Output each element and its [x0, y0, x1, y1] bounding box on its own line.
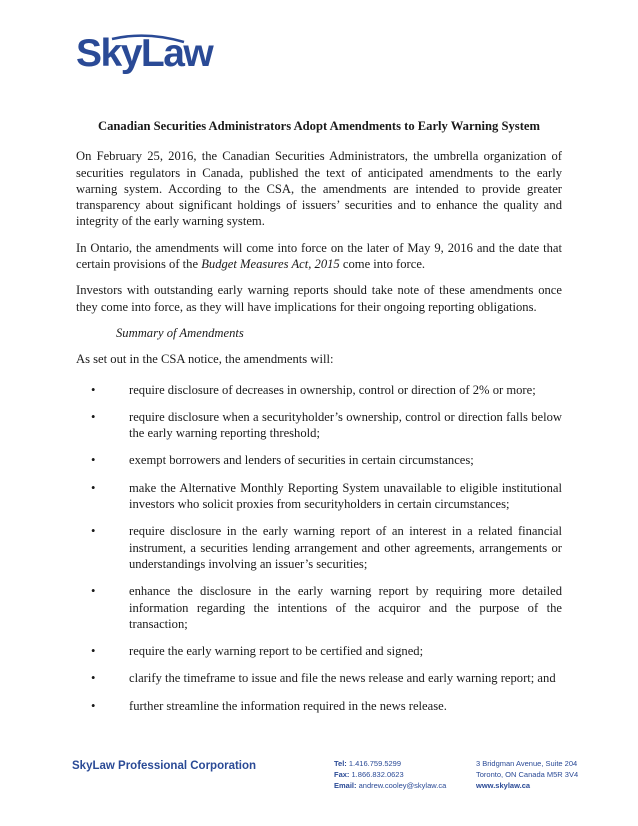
bullet-icon: • [91, 409, 96, 424]
bullet-icon: • [91, 671, 96, 686]
address-line-1: 3 Bridgman Avenue, Suite 204 [476, 759, 578, 768]
list-item: • enhance the disclosure in the early warning report by requiring more detailed information regarding the intentions of the acquiror and the purpose of the transaction; [91, 584, 562, 631]
website-link[interactable]: www.skylaw.ca [476, 781, 531, 790]
amendments-list [76, 382, 562, 714]
letterhead-footer [0, 758, 638, 798]
contact-block: Tel: 1.416.759.5299 Fax: 1.866.832.0623 Email: andrew.cooley@skylaw.ca [334, 759, 447, 790]
email-address[interactable]: andrew.cooley@skylaw.ca [358, 781, 447, 790]
skylaw-logo [76, 32, 216, 82]
bullet-icon: • [91, 644, 96, 659]
address-block [476, 758, 578, 791]
document-title: Canadian Securities Administrators Adopt Amendments to Early Warning System [98, 119, 540, 133]
paragraph-3: Investors with outstanding early warning reports should take note of these amendments once they come into force, as they will have implications for their ongoing reporting obligations. [76, 283, 562, 314]
list-item: • make the Alternative Monthly Reporting System unavailable to eligible institutional investors who solicit proxies from securityholders in certain circumstances; [91, 480, 562, 512]
logo-wordmark: SkyLaw [76, 32, 213, 75]
list-item: • further streamline the information required in the news release. [91, 698, 447, 713]
list-item: • clarify the timeframe to issue and file the news release and early warning report; and [91, 671, 556, 686]
act-name: Budget Measures Act, 2015 [201, 257, 340, 272]
list-item: • require disclosure when a securityholder’s ownership, control or direction falls below the early warning reporting threshold; [91, 409, 562, 441]
document-body [76, 118, 562, 725]
bullet-icon: • [91, 524, 96, 539]
list-item: • require disclosure in the early warning report of an interest in a related financial instrument, a securities lending arrangement and other agreements, arrangements or understandings involving an issuer’s securities; [91, 524, 562, 571]
bullet-icon: • [91, 453, 96, 468]
paragraph-2: In Ontario, the amendments will come into force on the later of May 9, 2016 and the date that certain provisions of the Budget Measures Act, 2015 come into force. [76, 240, 562, 272]
section-subheading: Summary of Amendments [116, 325, 244, 340]
phone-number: 1.416.759.5299 [348, 759, 402, 768]
list-item: • exempt borrowers and lenders of securities in certain circumstances; [91, 453, 474, 468]
list-intro: As set out in the CSA notice, the amendments will: [76, 352, 334, 367]
fax-number: 1.866.832.0623 [351, 770, 404, 779]
address-line-2: Toronto, ON Canada M5R 3V4 [476, 770, 579, 779]
bullet-icon: • [91, 698, 96, 713]
bullet-icon: • [91, 584, 96, 599]
bullet-icon: • [91, 480, 96, 495]
firm-name: SkyLaw Professional Corporation [72, 760, 257, 772]
list-item: • require disclosure of decreases in ownership, control or direction of 2% or more; [91, 382, 536, 397]
paragraph-1: On February 25, 2016, the Canadian Securities Administrators, the umbrella organization of securities regulators in Canada, published the text of anticipated amendments to the early warning system. According to the CSA, the amendments are intended to provide greater transparency about significant holdings of issuers’ securities and to enhance the quality and integrity of the early warning system. [76, 149, 562, 229]
bullet-icon: • [91, 382, 96, 397]
list-item: • require the early warning report to be certified and signed; [91, 644, 424, 659]
